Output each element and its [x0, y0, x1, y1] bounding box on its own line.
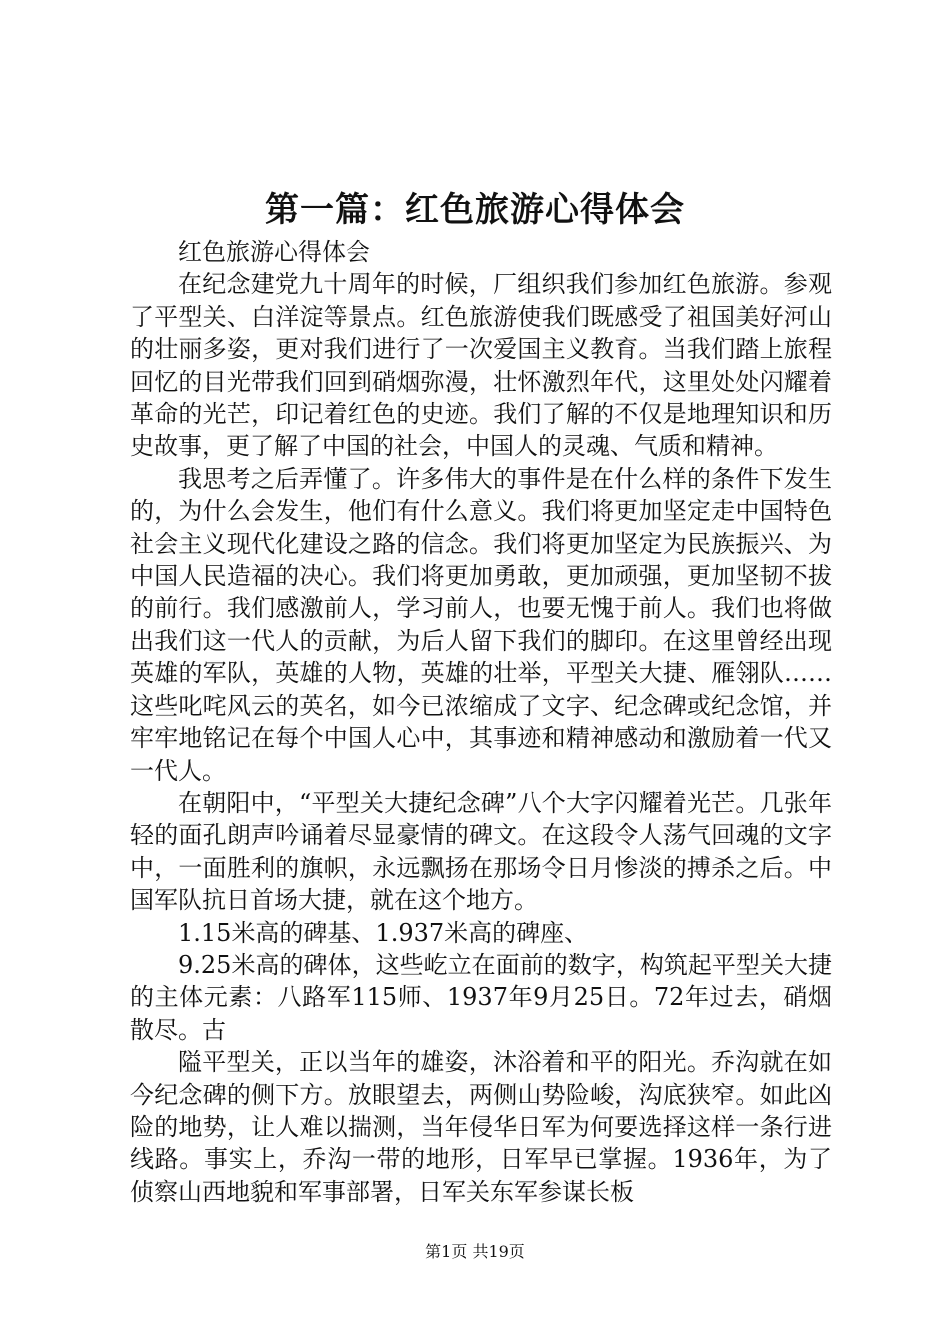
body-paragraph: 我思考之后弄懂了。许多伟大的事件是在什么样的条件下发生的，为什么会发生，他们有什么意义。我们将更加坚定走中国特色社会主义现代化建设之路的信念。我们将更加坚定为民族振兴、为中国人民造福的决心。我们将更加勇敢，更加顽强，更加坚韧不拔的前行。我们感激前人，学习前人，也要无愧于前人。我们也将做出我们这一代人的贡献，为后人留下我们的脚印。在这里曾经出现英雄的军队，英雄的人物，英雄的壮举，平型关大捷、雁翎队……这些叱咤风云的英名，如今已浓缩成了文字、纪念碑或纪念馆，并牢牢地铭记在每个中国人心中，其事迹和精神感动和激励着一代又一代人。	[130, 464, 832, 785]
document-body	[130, 236, 832, 1208]
subtitle-paragraph: 红色旅游心得体会	[178, 238, 370, 266]
document-title: 第一篇：红色旅游心得体会	[265, 190, 685, 230]
page-number-footer: 第1页 共19页	[425, 1242, 525, 1261]
body-paragraph: 隘平型关，正以当年的雄姿，沐浴着和平的阳光。乔沟就在如今纪念碑的侧下方。放眼望去，两侧山势险峻，沟底狭窄。如此凶险的地势，让人难以揣测，当年侵华日军为何要选择这样一条行进线路。事实上，乔沟一带的地形，日军早已掌握。1936年，为了侦察山西地貌和军事部署，日军关东军参谋长板	[130, 1048, 832, 1206]
body-paragraph: 1.15米高的碑基、1.937米高的碑座、	[178, 918, 589, 947]
body-paragraph: 9.25米高的碑体，这些屹立在面前的数字，构筑起平型关大捷的主体元素：八路军115师、1937年9月25日。72年过去，硝烟散尽。古	[130, 950, 832, 1044]
body-paragraph: 在朝阳中，“平型关大捷纪念碑”八个大字闪耀着光芒。几张年轻的面孔朗声吟诵着尽显豪情的碑文。在这段令人荡气回魂的文字中，一面胜利的旗帜，永远飘扬在那场令日月惨淡的搏杀之后。中国军队抗日首场大捷，就在这个地方。	[130, 788, 832, 915]
body-paragraph: 在纪念建党九十周年的时候，厂组织我们参加红色旅游。参观了平型关、白洋淀等景点。红色旅游使我们既感受了祖国美好河山的壮丽多姿，更对我们进行了一次爱国主义教育。当我们踏上旅程回忆的目光带我们回到硝烟弥漫，壮怀激烈年代，这里处处闪耀着革命的光芒，印记着红色的史迹。我们了解的不仅是地理知识和历史故事，更了解了中国的社会，中国人的灵魂、气质和精神。	[130, 270, 832, 461]
